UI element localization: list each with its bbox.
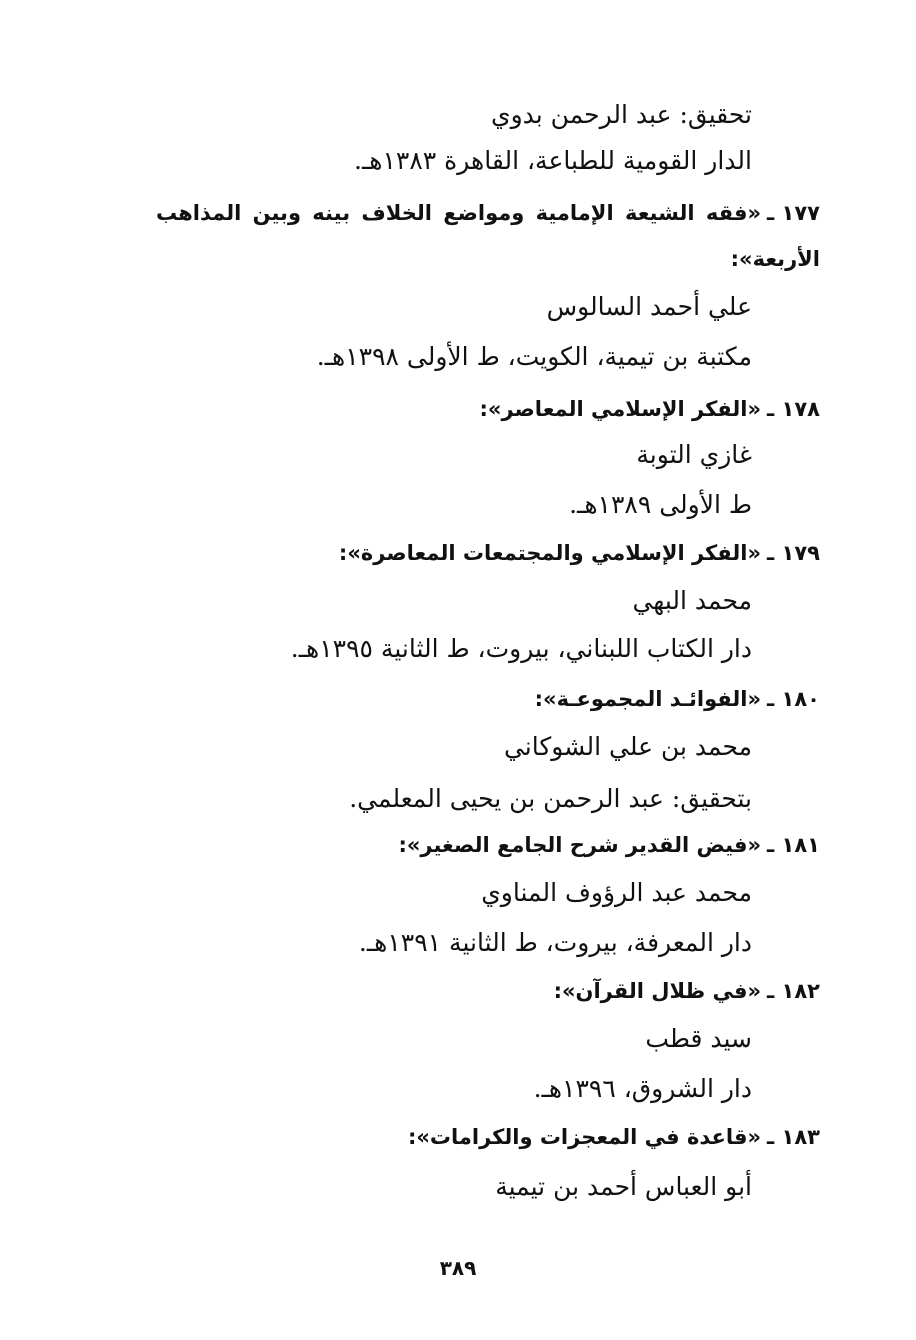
entry-line-author: سيد قطب bbox=[645, 1024, 752, 1053]
entry-title: «الفكر الإسلامي المعاصر»: bbox=[479, 397, 762, 421]
entry-line-author: علي أحمد السالوس bbox=[546, 292, 752, 321]
entry-line-editor: تحقيق: عبد الرحمن بدوي bbox=[491, 100, 752, 129]
entry-heading-183 bbox=[408, 1122, 820, 1152]
entry-title: «في ظلال القرآن»: bbox=[553, 979, 762, 1003]
entry-heading-182 bbox=[554, 976, 820, 1006]
entry-title: «الفوائـد المجموعـة»: bbox=[534, 687, 762, 711]
entry-number: ١٧٨ ـ bbox=[767, 397, 820, 421]
entry-number: ١٧٩ ـ bbox=[767, 541, 820, 565]
entry-heading-179 bbox=[339, 538, 820, 568]
entry-line-publisher: ط الأولى ١٣٨٩هـ. bbox=[569, 490, 752, 519]
entry-line-publisher: الدار القومية للطباعة، القاهرة ١٣٨٣هـ. bbox=[354, 146, 752, 175]
page-number: ٣٨٩ bbox=[439, 1256, 477, 1280]
entry-title: «فيض القدير شرح الجامع الصغير»: bbox=[398, 833, 762, 857]
entry-line-author: محمد بن علي الشوكاني bbox=[503, 732, 752, 761]
entry-line-author: أبو العباس أحمد بن تيمية bbox=[495, 1172, 752, 1201]
entry-number: ١٨٢ ـ bbox=[767, 979, 820, 1003]
entry-line-publisher: دار الكتاب اللبناني، بيروت، ط الثانية ١٣٩٥هـ. bbox=[290, 634, 752, 663]
entry-line-publisher: دار الشروق، ١٣٩٦هـ. bbox=[533, 1074, 752, 1103]
entry-line-editor: بتحقيق: عبد الرحمن بن يحيى المعلمي. bbox=[349, 784, 752, 813]
entry-line-publisher: دار المعرفة، بيروت، ط الثانية ١٣٩١هـ. bbox=[358, 928, 752, 957]
entry-title: «قاعدة في المعجزات والكرامات»: bbox=[407, 1125, 762, 1149]
entry-title: «فقه الشيعة الإمامية ومواضع الخلاف بينه وبين المذاهب الأربعة»: bbox=[156, 201, 820, 271]
entry-heading-180 bbox=[535, 684, 820, 714]
entry-heading-177 bbox=[156, 190, 820, 282]
entry-heading-178 bbox=[479, 394, 820, 424]
entry-number: ١٨٣ ـ bbox=[767, 1125, 820, 1149]
entry-title: «الفكر الإسلامي والمجتمعات المعاصرة»: bbox=[338, 541, 762, 565]
entry-number: ١٨١ ـ bbox=[767, 833, 820, 857]
entry-line-author: محمد البهي bbox=[632, 586, 752, 615]
entry-number: ١٧٧ ـ bbox=[767, 201, 820, 225]
entry-number: ١٨٠ ـ bbox=[767, 687, 820, 711]
entry-line-author: غازي التوبة bbox=[636, 440, 752, 469]
entry-heading-181 bbox=[398, 830, 820, 860]
entry-line-publisher: مكتبة بن تيمية، الكويت، ط الأولى ١٣٩٨هـ. bbox=[316, 342, 752, 371]
entry-line-author: محمد عبد الرؤوف المناوي bbox=[481, 878, 752, 907]
